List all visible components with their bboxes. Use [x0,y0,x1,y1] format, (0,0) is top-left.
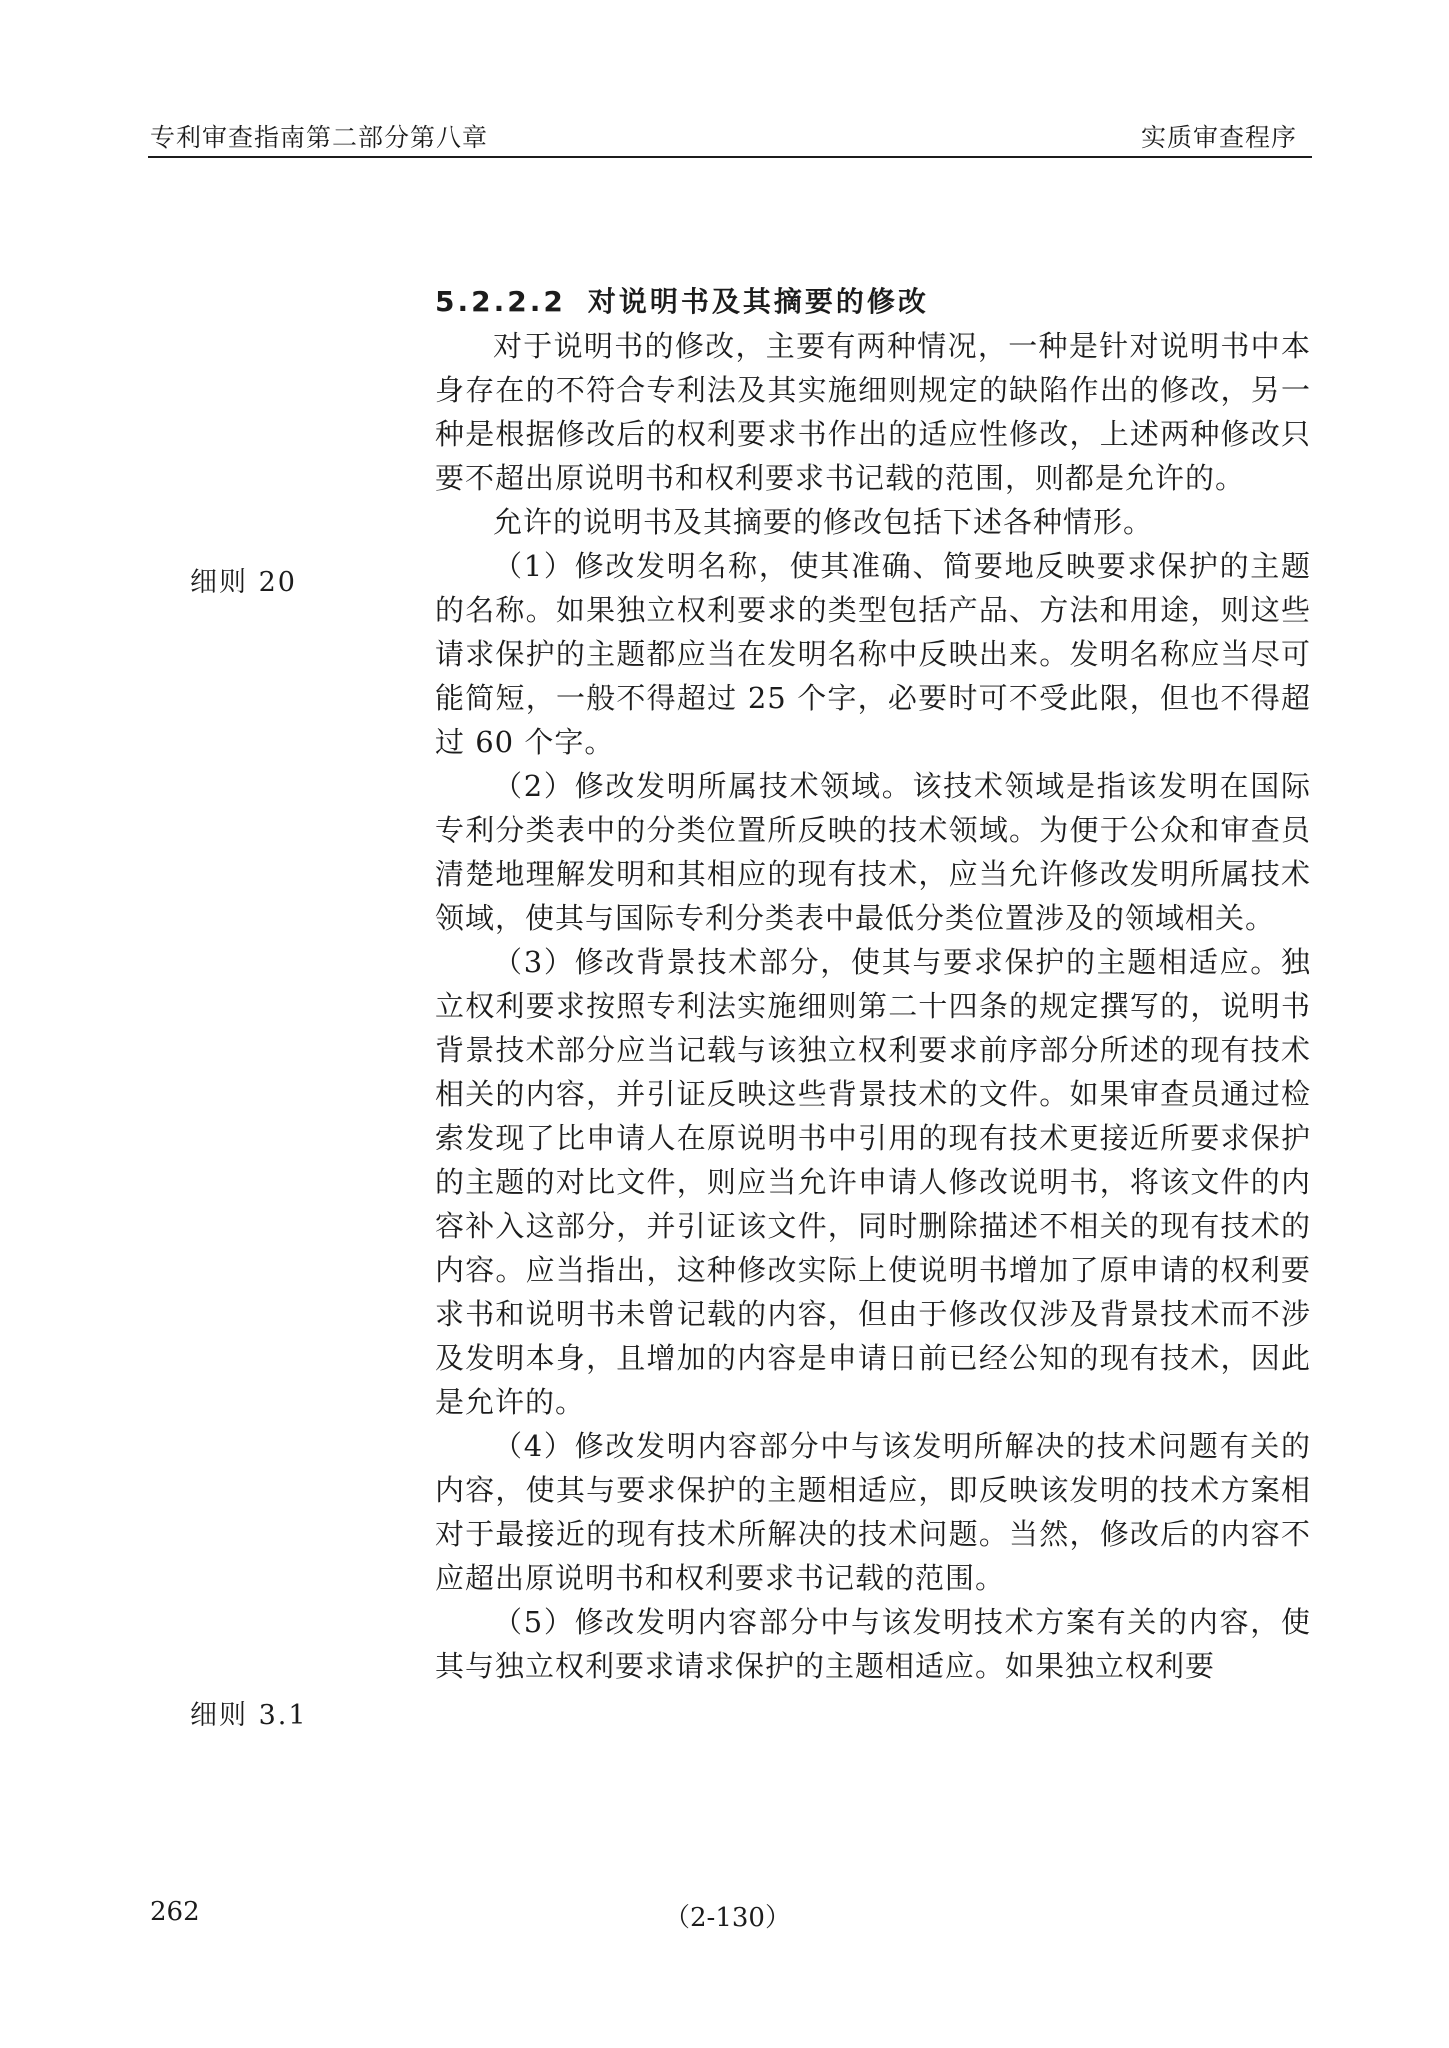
header-rule [148,156,1312,158]
paragraph-item-3: （3）修改背景技术部分，使其与要求保护的主题相适应。独立权利要求按照专利法实施细则第二十四条的规定撰写的，说明书背景技术部分应当记载与该独立权利要求前序部分所述的现有技术相关的内容，并引证反映这些背景技术的文件。如果审查员通过检索发现了比申请人在原说明书中引用的现有技术更接近所要求保护的主题的对比文件，则应当允许申请人修改说明书，将该文件的内容补入这部分，并引证该文件，同时删除描述不相关的现有技术的内容。应当指出，这种修改实际上使说明书增加了原申请的权利要求书和说明书未曾记载的内容，但由于修改仅涉及背景技术而不涉及发明本身，且增加的内容是申请日前已经公知的现有技术，因此是允许的。 [435,945,1311,1419]
margin-note-rule-3-1: 细则 3.1 [190,1700,308,1731]
footer-section-code: （2-130） [664,1903,791,1933]
paragraph-item-4: （4）修改发明内容部分中与该发明所解决的技术问题有关的内容，使其与要求保护的主题相适应，即反映该发明的技术方案相对于最接近的现有技术所解决的技术问题。当然，修改后的内容不应超出原说明书和权利要求书记载的范围。 [435,1429,1311,1595]
paragraph-intro: 对于说明书的修改，主要有两种情况，一种是针对说明书中本身存在的不符合专利法及其实施细则规定的缺陷作出的修改，另一种是根据修改后的权利要求书作出的适应性修改，上述两种修改只要不超出原说明书和权利要求书记载的范围，则都是允许的。 [435,329,1311,495]
margin-note-rule-20: 细则 20 [190,567,297,598]
main-text [435,280,1311,1688]
page-number: 262 [150,1897,200,1927]
running-header-left: 专利审查指南第二部分第八章 [150,123,489,152]
section-number: 5.2.2.2 [435,285,566,318]
section-title: 对说明书及其摘要的修改 [587,285,929,318]
paragraph-item-1: （1）修改发明名称，使其准确、简要地反映要求保护的主题的名称。如果独立权利要求的类型包括产品、方法和用途，则这些请求保护的主题都应当在发明名称中反映出来。发明名称应当尽可能简短，一般不得超过 25 个字，必要时可不受此限，但也不得超过 60 个字。 [435,549,1311,759]
running-header-right: 实质审查程序 [1140,123,1297,152]
paragraph-allowed: 允许的说明书及其摘要的修改包括下述各种情形。 [493,505,1154,539]
paragraph-item-5: （5）修改发明内容部分中与该发明技术方案有关的内容，使其与独立权利要求请求保护的主题相适应。如果独立权利要 [435,1605,1311,1683]
section-heading [435,280,1311,324]
paragraph-item-2: （2）修改发明所属技术领域。该技术领域是指该发明在国际专利分类表中的分类位置所反映的技术领域。为便于公众和审查员清楚地理解发明和其相应的现有技术，应当允许修改发明所属技术领域，使其与国际专利分类表中最低分类位置涉及的领域相关。 [435,769,1311,935]
